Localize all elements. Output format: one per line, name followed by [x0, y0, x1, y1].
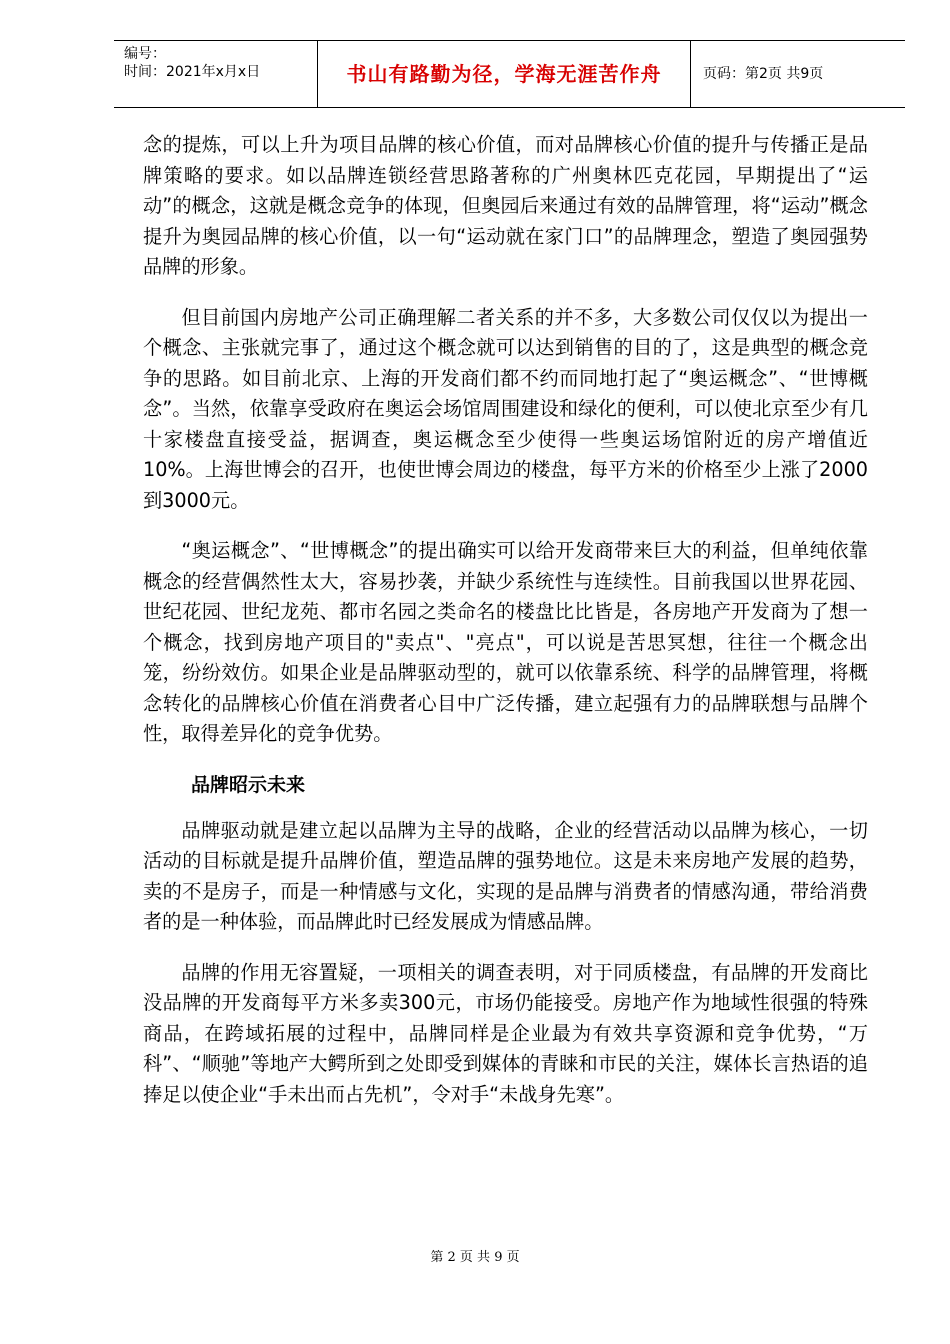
- page-header: [114, 40, 905, 108]
- header-meta: [114, 41, 318, 107]
- paragraph: 品牌驱动就是建立起以品牌为主导的战略，企业的经营活动以品牌为核心，一切活动的目标就是提升品牌价值，塑造品牌的强势地位。这是未来房地产发展的趋势，卖的不是房子，而是一种情感与文化，实现的是品牌与消费者的情感沟通，带给消费者的是一种体验，而品牌此时已经发展成为情感品牌。: [143, 818, 868, 933]
- section-heading: 品牌昭示未来: [191, 773, 306, 796]
- document-number-label: 编号：: [124, 46, 166, 62]
- header-page-info: 页码：第2页 共9页: [703, 66, 824, 82]
- page-footer: 第 2 页 共 9 页: [430, 1250, 520, 1265]
- paragraph-continued: 念的提炼，可以上升为项目品牌的核心价值，而对品牌核心价值的提升与传播正是品牌策略的要求。如以品牌连锁经营思路著称的广州奥林匹克花园，早期提出了“运动”的概念，这就是概念竞争的体现，但奥园后来通过有效的品牌管理，将“运动”概念提升为奥园品牌的核心价值，以一句“运动就在家门口”的品牌理念，塑造了奥园强势品牌的形象。: [143, 133, 868, 278]
- document-body: [143, 130, 868, 1130]
- paragraph: 但目前国内房地产公司正确理解二者关系的并不多，大多数公司仅仅以为提出一个概念、主张就完事了，通过这个概念就可以达到销售的目的了，这是典型的概念竞争的思路。如目前北京、上海的开发商们都不约而同地打起了“奥运概念”、“世博概念”。当然，依靠享受政府在奥运会场馆周围建设和绿化的便利，可以使北京至少有几十家楼盘直接受益，据调查，奥运概念至少使得一些奥运场馆附近的房产增值近10%。上海世博会的召开，也使世博会周边的楼盘，每平方米的价格至少上涨了2000到3000元。: [143, 305, 868, 512]
- paragraph: “奥运概念”、“世博概念”的提出确实可以给开发商带来巨大的利益，但单纯依靠概念的经营偶然性太大，容易抄袭，并缺少系统性与连续性。目前我国以世界花园、世纪花园、世纪龙苑、都市名园之类命名的楼盘比比皆是，各房地产开发商为了想一个概念，找到房地产项目的"卖点"、"亮点"，可以说是苦思冥想，往往一个概念出笼，纷纷效仿。如果企业是品牌驱动型的，就可以依靠系统、科学的品牌管理，将概念转化的品牌核心价值在消费者心目中广泛传播，建立起强有力的品牌联想与品牌个性，取得差异化的竞争优势。: [143, 539, 868, 745]
- paragraph: 品牌的作用无容置疑，一项相关的调查表明，对于同质楼盘，有品牌的开发商比没品牌的开发商每平方米多卖300元，市场仍能接受。房地产作为地域性很强的特殊商品，在跨域拓展的过程中，品牌同样是企业最为有效共享资源和竞争优势，“万科”、“顺驰”等地产大鳄所到之处即受到媒体的青睐和市民的关注，媒体长言热语的追捧足以使企业“手未出而占先机”，令对手“未战身先寒”。: [143, 960, 868, 1106]
- document-date: 时间：2021年x月x日: [124, 64, 261, 80]
- header-motto: 书山有路勤为径，学海无涯苦作舟: [318, 41, 691, 107]
